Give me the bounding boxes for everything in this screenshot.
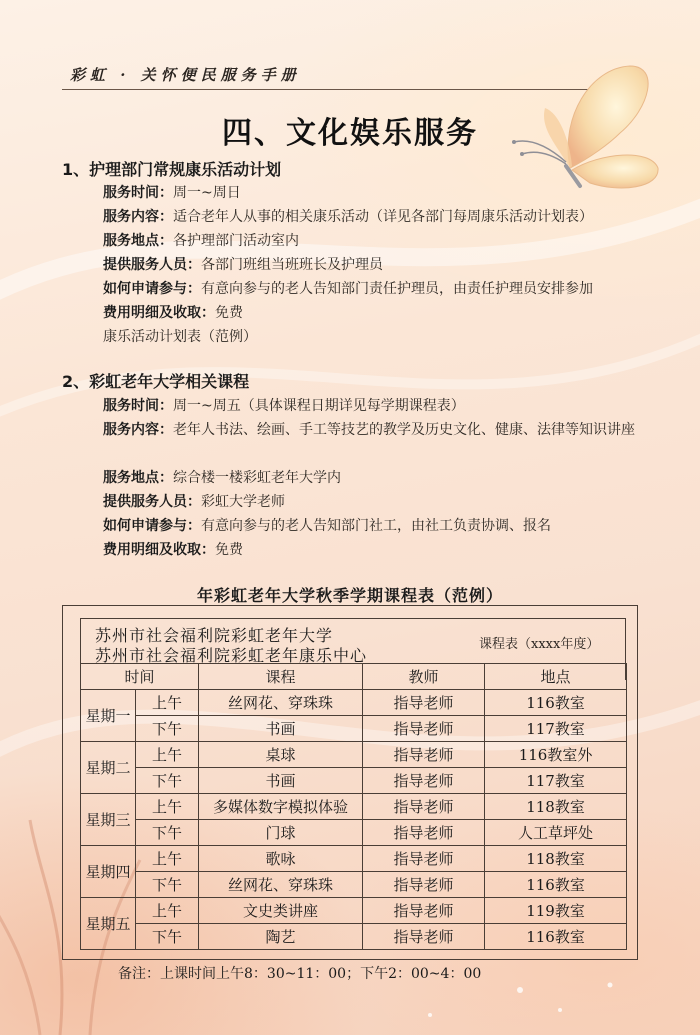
field-row: [103, 514, 663, 538]
item-1-title: 1、护理部门常规康乐活动计划: [62, 160, 282, 179]
period-cell: 上午: [136, 794, 199, 820]
field-row: [103, 301, 663, 325]
teacher-cell: 指导老师: [363, 742, 485, 768]
course-cell: 文史类讲座: [199, 898, 363, 924]
field-row: [103, 253, 663, 277]
section-title: 四、文化娱乐服务: [222, 116, 478, 151]
field-row: [103, 277, 663, 301]
teacher-cell: 指导老师: [363, 820, 485, 846]
institution-name-1: 苏州市社会福利院彩虹老年大学: [95, 626, 334, 645]
field-label: 如何申请参与：: [103, 281, 201, 297]
teacher-cell: 指导老师: [363, 898, 485, 924]
place-cell: 118教室: [485, 846, 627, 872]
field-value: 老年人书法、绘画、手工等技艺的教学及历史文化、健康、法律等知识讲座: [173, 422, 635, 438]
table-row: [81, 924, 627, 950]
field-label: 提供服务人员：: [103, 494, 201, 510]
field-value: 综合楼一楼彩虹老年大学内: [173, 470, 341, 486]
activity-plan-example: 康乐活动计划表（范例）: [103, 329, 257, 345]
schedule-title: 年彩虹老年大学秋季学期课程表（范例）: [196, 586, 503, 605]
table-row: [81, 716, 627, 742]
header-place: 地点: [485, 664, 627, 690]
teacher-cell: 指导老师: [363, 846, 485, 872]
schedule-note: 备注：上课时间上午8：30~11：00；下午2：00~4：00: [118, 966, 482, 982]
day-cell: 星期五: [81, 898, 136, 950]
field-label: 服务地点：: [103, 233, 173, 249]
field-value: 周一~周五（具体课程日期详见每学期课程表）: [173, 398, 465, 414]
field-row: [103, 181, 663, 205]
field-value: 免费: [215, 305, 243, 321]
course-cell: 书画: [199, 768, 363, 794]
table-row: [81, 742, 627, 768]
field-label: 服务内容：: [103, 422, 173, 438]
course-schedule-table: [80, 663, 627, 950]
day-cell: 星期二: [81, 742, 136, 794]
schedule-year-label: 课程表（xxxx年度）: [479, 637, 600, 652]
day-cell: 星期三: [81, 794, 136, 846]
period-cell: 下午: [136, 768, 199, 794]
field-row: [103, 205, 663, 229]
period-cell: 下午: [136, 924, 199, 950]
field-label: 服务时间：: [103, 185, 173, 201]
period-cell: 下午: [136, 872, 199, 898]
period-cell: 下午: [136, 820, 199, 846]
table-header-row: [81, 664, 627, 690]
item-2-title: 2、彩虹老年大学相关课程: [62, 372, 250, 391]
table-row: [81, 820, 627, 846]
course-cell: 书画: [199, 716, 363, 742]
course-cell: 门球: [199, 820, 363, 846]
field-row: [103, 325, 663, 349]
table-row: [81, 872, 627, 898]
field-row: [103, 418, 663, 466]
place-cell: 116教室: [485, 872, 627, 898]
place-cell: 119教室: [485, 898, 627, 924]
teacher-cell: 指导老师: [363, 924, 485, 950]
course-cell: 陶艺: [199, 924, 363, 950]
field-value: 各护理部门活动室内: [173, 233, 299, 249]
field-label: 服务地点：: [103, 470, 173, 486]
field-value: 周一~周日: [173, 185, 241, 201]
header-course: 课程: [199, 664, 363, 690]
field-value: 适合老年人从事的相关康乐活动（详见各部门每周康乐活动计划表）: [173, 209, 593, 225]
table-row: [81, 794, 627, 820]
field-row: [103, 466, 663, 490]
teacher-cell: 指导老师: [363, 768, 485, 794]
course-cell: 歌咏: [199, 846, 363, 872]
course-cell: 多媒体数字模拟体验: [199, 794, 363, 820]
period-cell: 上午: [136, 846, 199, 872]
place-cell: 118教室: [485, 794, 627, 820]
table-row: [81, 768, 627, 794]
field-row: [103, 229, 663, 253]
header-teacher: 教师: [363, 664, 485, 690]
teacher-cell: 指导老师: [363, 716, 485, 742]
field-value: 彩虹大学老师: [201, 494, 285, 510]
field-label: 服务内容：: [103, 209, 173, 225]
field-label: 如何申请参与：: [103, 518, 201, 534]
field-value: 有意向参与的老人告知部门社工，由社工负责协调、报名: [201, 518, 551, 534]
place-cell: 116教室: [485, 690, 627, 716]
period-cell: 上午: [136, 898, 199, 924]
field-row: [103, 394, 663, 418]
place-cell: 117教室: [485, 768, 627, 794]
field-value: 各部门班组当班班长及护理员: [201, 257, 383, 273]
period-cell: 上午: [136, 742, 199, 768]
place-cell: 人工草坪处: [485, 820, 627, 846]
manual-title: 彩虹 · 关怀便民服务手册: [70, 66, 301, 84]
item-1-details: [103, 181, 663, 349]
place-cell: 117教室: [485, 716, 627, 742]
teacher-cell: 指导老师: [363, 690, 485, 716]
place-cell: 116教室: [485, 924, 627, 950]
item-2-details: [103, 394, 663, 562]
course-cell: 丝网花、穿珠珠: [199, 872, 363, 898]
institution-name-2: 苏州市社会福利院彩虹老年康乐中心: [95, 646, 368, 665]
field-label: 费用明细及收取：: [103, 542, 215, 558]
field-label: 费用明细及收取：: [103, 305, 215, 321]
course-cell: 桌球: [199, 742, 363, 768]
header-time: 时间: [81, 664, 199, 690]
field-label: 服务时间：: [103, 398, 173, 414]
day-cell: 星期四: [81, 846, 136, 898]
teacher-cell: 指导老师: [363, 794, 485, 820]
day-cell: 星期一: [81, 690, 136, 742]
period-cell: 上午: [136, 690, 199, 716]
period-cell: 下午: [136, 716, 199, 742]
field-row: [103, 490, 663, 514]
table-row: [81, 846, 627, 872]
teacher-cell: 指导老师: [363, 872, 485, 898]
field-label: 提供服务人员：: [103, 257, 201, 273]
table-row: [81, 690, 627, 716]
field-value: 免费: [215, 542, 243, 558]
table-row: [81, 898, 627, 924]
field-value: 有意向参与的老人告知部门责任护理员，由责任护理员安排参加: [201, 281, 593, 297]
course-cell: 丝网花、穿珠珠: [199, 690, 363, 716]
place-cell: 116教室外: [485, 742, 627, 768]
field-row: [103, 538, 663, 562]
